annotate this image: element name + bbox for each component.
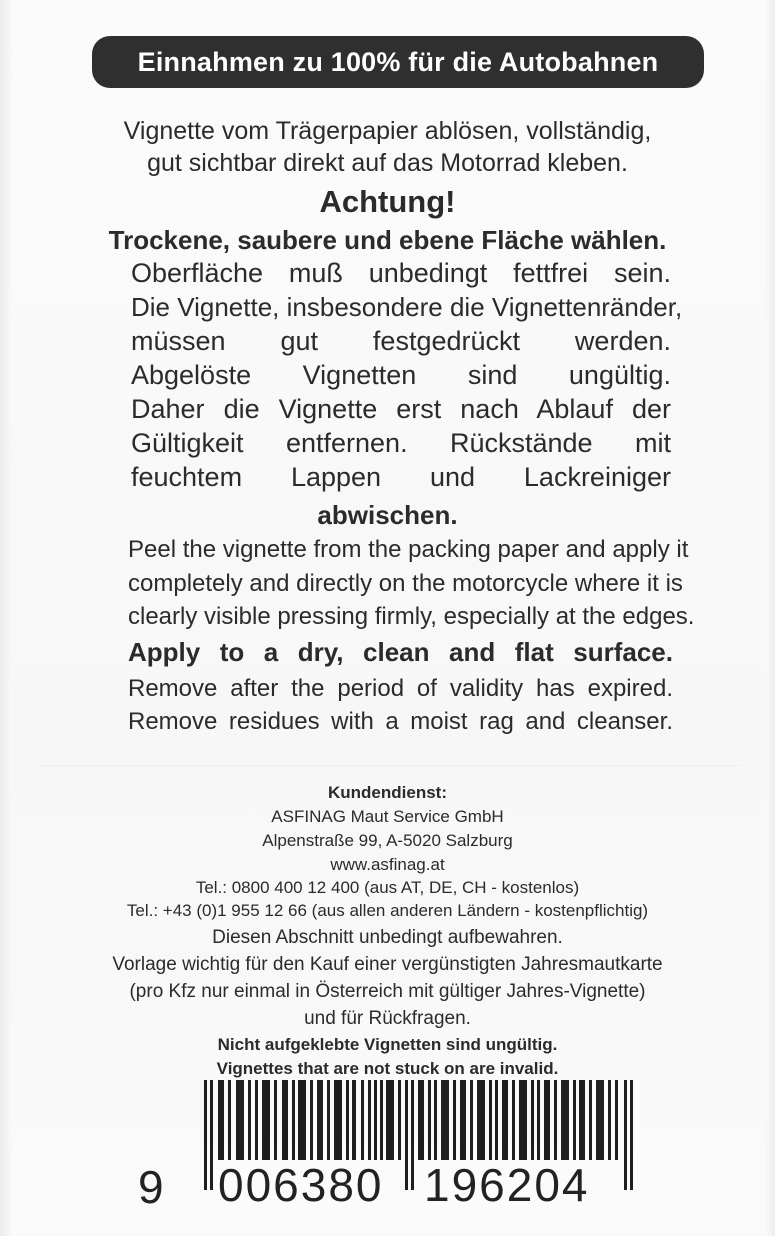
barcode-digits-group-1: 006380 [214, 1160, 388, 1210]
banner-text: Einnahmen zu 100% für die Autobahnen [137, 46, 659, 77]
german-intro-line-2: gut sichtbar direkt auf das Motorrad kleben. [147, 149, 628, 177]
template-notice-line-1: Vorlage wichtig für den Kauf einer vergünstigten Jahresmautkarte [112, 954, 663, 975]
barcode-digits-group-2: 196204 [420, 1160, 594, 1210]
template-notice-line-3: und für Rückfragen. [304, 1008, 471, 1029]
english-line-2: completely and directly on the motorcycle where it is [128, 570, 683, 597]
german-line-2: Die Vignette, insbesondere die Vignettenränder, [131, 292, 683, 322]
german-line-3: müssen gut festgedrückt werden. [131, 326, 671, 356]
german-line-5: Daher die Vignette erst nach Ablauf der [131, 394, 671, 424]
barcode-lead-digit: 9 [138, 1161, 164, 1213]
company-address: Alpenstraße 99, A-5020 Salzburg [262, 831, 513, 850]
german-line-7: feuchtem Lappen und Lackreiniger [131, 462, 671, 492]
german-intro-line-1: Vignette vom Trägerpapier ablösen, vollständig, [123, 117, 652, 145]
customer-service-heading: Kundendienst: [328, 783, 447, 802]
section-divider [40, 765, 740, 766]
invalid-notice-english: Vignettes that are not stuck on are invalid. [216, 1059, 559, 1078]
invalid-notice-german: Nicht aufgeklebte Vignetten sind ungültig. [217, 1035, 558, 1054]
german-line-6: Gültigkeit entfernen. Rückstände mit [131, 428, 671, 458]
english-tail-line-2: Remove residues with a moist rag and cleanser. [128, 708, 673, 735]
english-bold-line: Apply to a dry, clean and flat surface. [128, 637, 673, 667]
german-bold-line: Trockene, saubere und ebene Fläche wählen. [108, 225, 667, 255]
company-name: ASFINAG Maut Service GmbH [271, 807, 504, 826]
phone-domestic: Tel.: 0800 400 12 400 (aus AT, DE, CH - kostenlos) [195, 878, 580, 897]
template-notice-line-2: (pro Kfz nur einmal in Österreich mit gültiger Jahres-Vignette) [129, 981, 646, 1002]
english-line-3: clearly visible pressing firmly, especially at the edges. [128, 603, 695, 630]
english-tail-line-1: Remove after the period of validity has expired. [128, 675, 673, 702]
german-last-line: abwischen. [317, 500, 458, 530]
german-line-4: Abgelöste Vignetten sind ungültig. [131, 360, 671, 390]
keep-notice: Diesen Abschnitt unbedingt aufbewahren. [212, 927, 563, 948]
german-line-1: Oberfläche muß unbedingt fettfrei sein. [131, 258, 671, 288]
revenue-banner [92, 36, 704, 88]
english-line-1: Peel the vignette from the packing paper and apply it [128, 536, 689, 563]
website-link: www.asfinag.at [330, 855, 445, 874]
phone-international: Tel.: +43 (0)1 955 12 66 (aus allen anderen Ländern - kostenpflichtig) [126, 901, 649, 920]
attention-heading: Achtung! [319, 184, 456, 219]
